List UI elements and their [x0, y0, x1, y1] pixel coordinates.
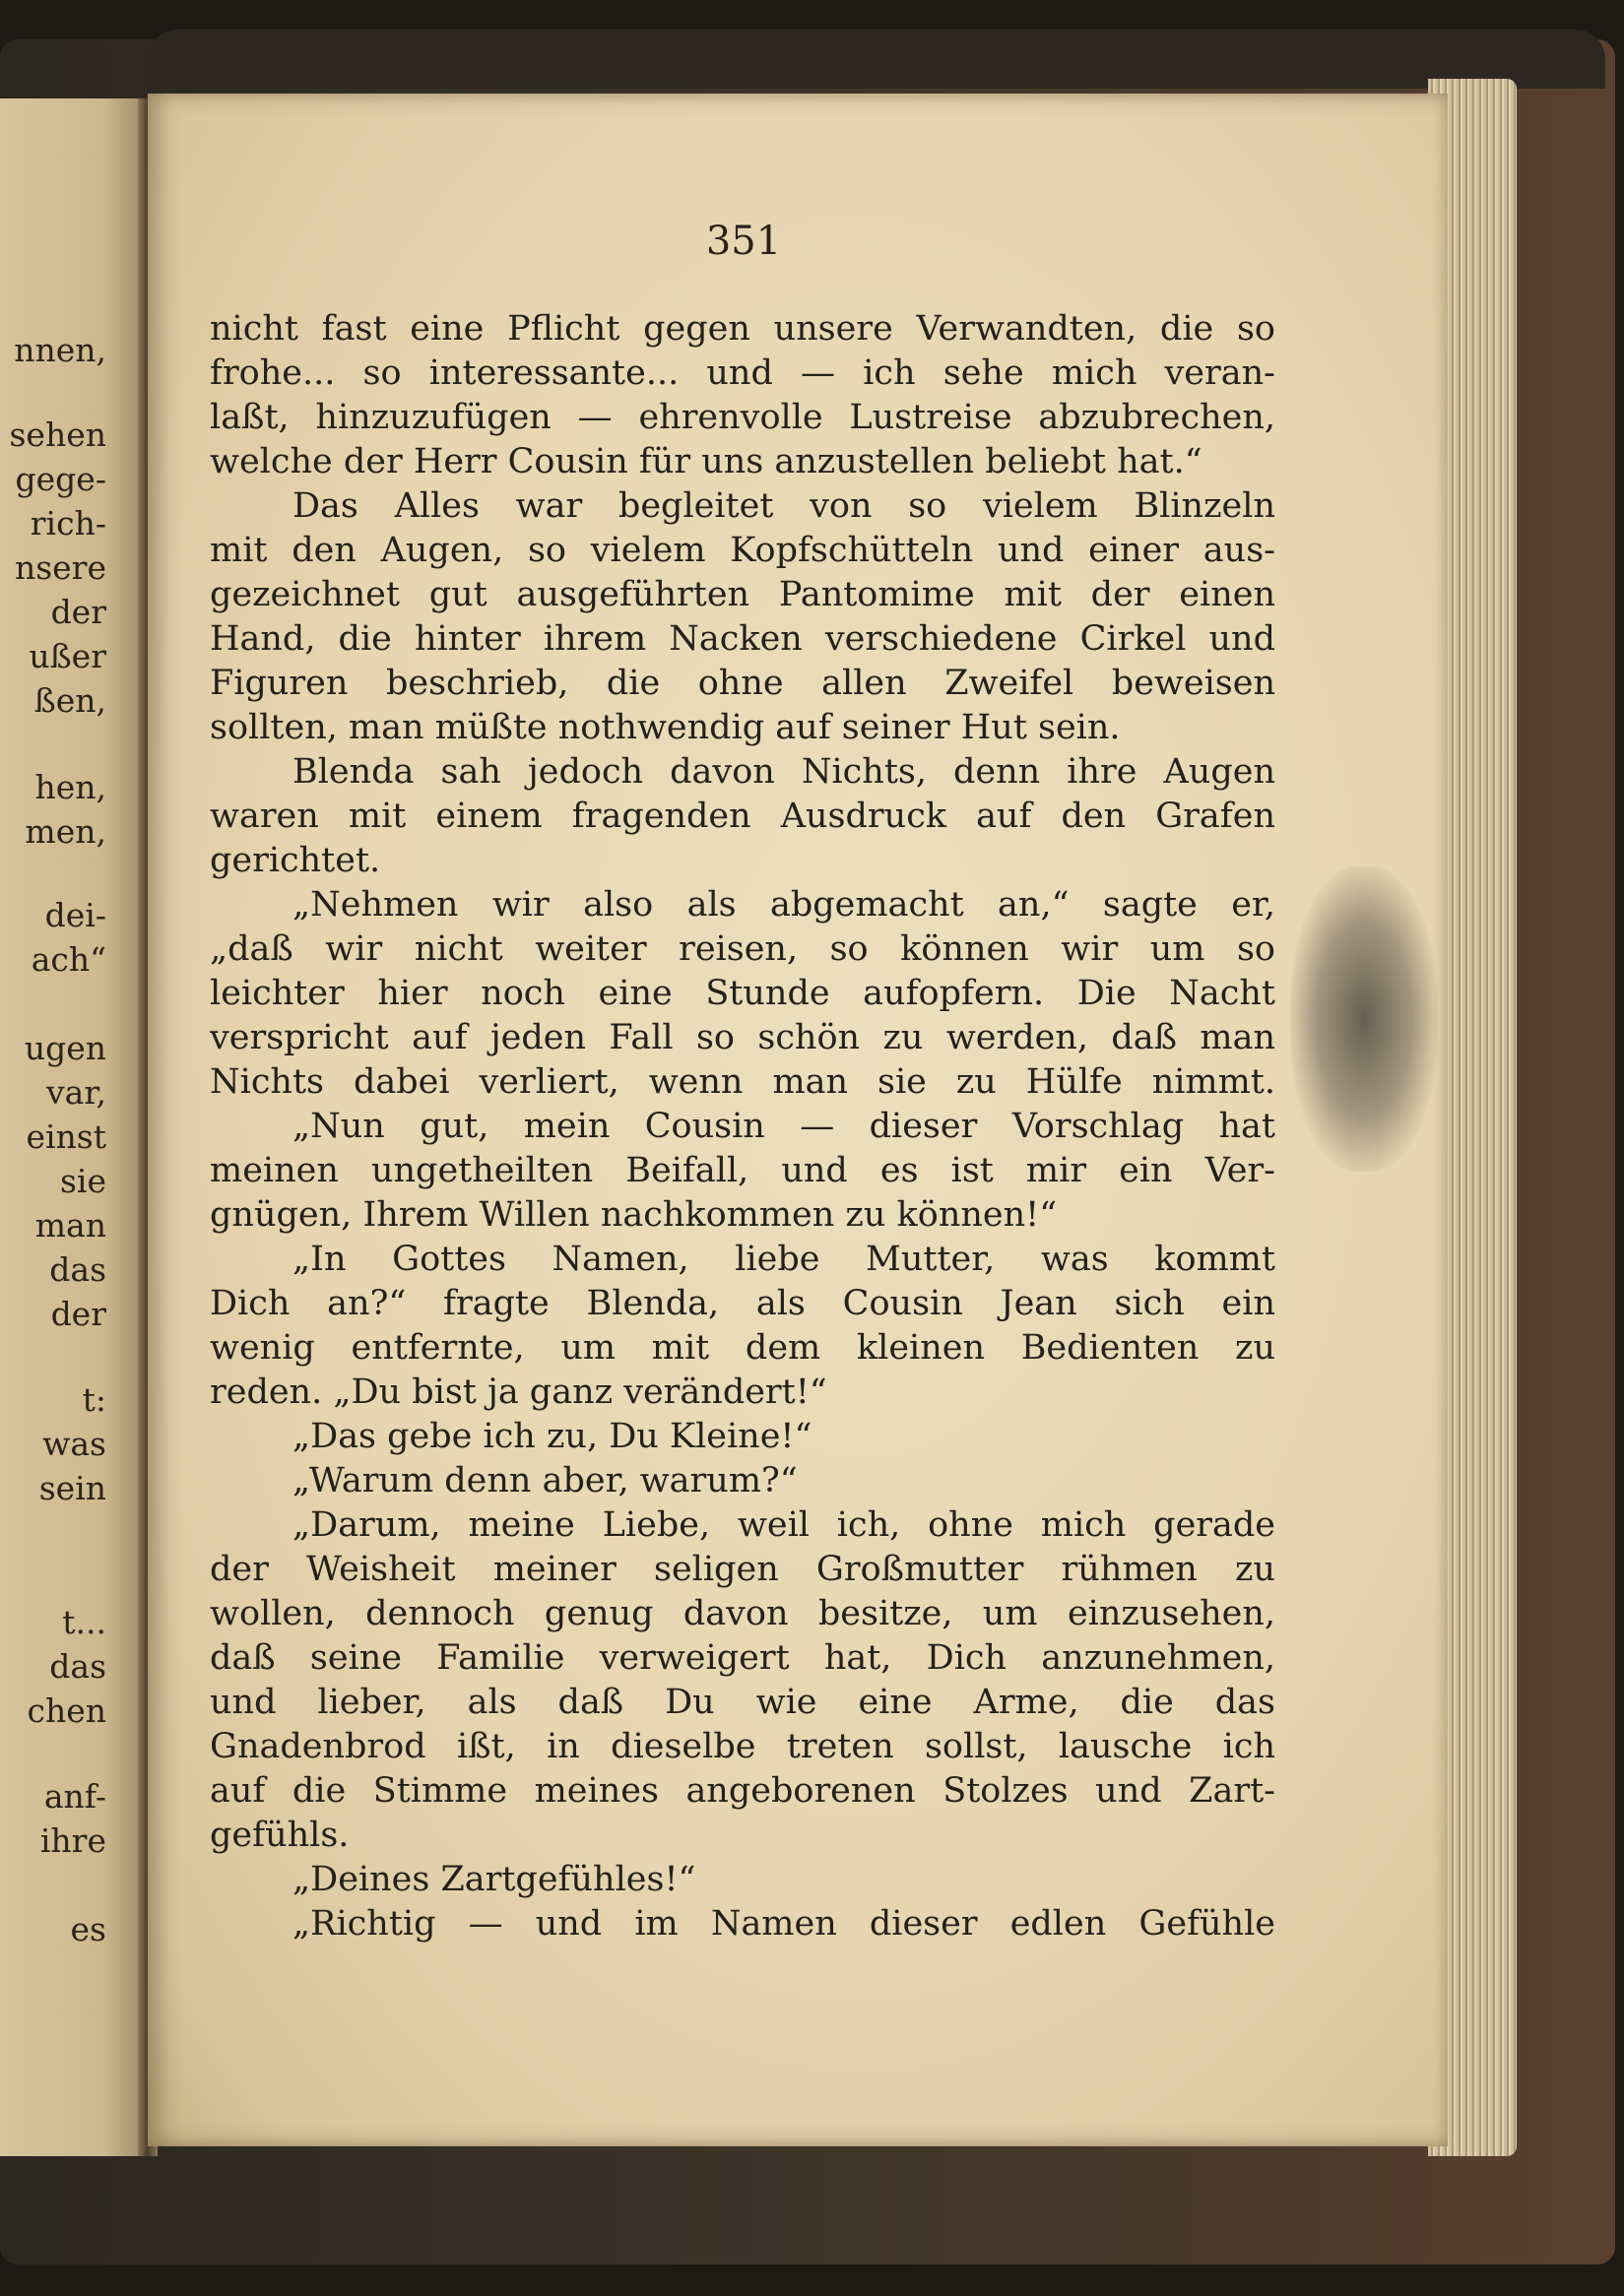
text-line: welche der Herr Cousin für uns anzustellen beliebt hat.“	[210, 442, 1202, 481]
left-fragment: der	[50, 1295, 106, 1333]
left-fragment: rich-	[30, 504, 106, 542]
ink-stain	[1290, 866, 1438, 1172]
text-line: wenig entfernte, um mit dem kleinen Bedienten zu	[210, 1328, 1275, 1368]
text-line: nicht fast eine Pflicht gegen unsere Verwandten, die so	[210, 309, 1275, 349]
left-fragment: dei-	[44, 896, 106, 934]
book-cover-top	[148, 30, 1605, 89]
text-line: wollen, dennoch genug davon besitze, um einzusehen,	[210, 1594, 1275, 1633]
left-fragment: hen,	[34, 768, 106, 806]
text-line: „Nun gut, mein Cousin — dieser Vorschlag hat	[292, 1107, 1275, 1146]
left-fragment: gege-	[15, 460, 106, 498]
left-fragment: einst	[26, 1117, 106, 1156]
left-fragment: der	[50, 593, 106, 631]
left-fragment: sie	[59, 1162, 106, 1200]
text-line: laßt, hinzuzufügen — ehrenvolle Lustreise abzubrechen,	[210, 398, 1275, 437]
text-line: mit den Augen, so vielem Kopfschütteln und einer aus-	[210, 531, 1275, 570]
left-page	[0, 98, 148, 2156]
text-line: Das Alles war begleitet von so vielem Blinzeln	[292, 486, 1275, 526]
left-fragment: ußer	[29, 637, 106, 675]
text-line: waren mit einem fragenden Ausdruck auf den Grafen	[210, 797, 1275, 836]
text-line: auf die Stimme meines angeborenen Stolzes und Zart-	[210, 1771, 1275, 1811]
text-line: „Das gebe ich zu, Du Kleine!“	[292, 1417, 812, 1456]
left-fragment: ugen	[24, 1029, 106, 1067]
text-line: und lieber, als daß Du wie eine Arme, die das	[210, 1683, 1275, 1722]
left-fragment: sehen	[9, 415, 106, 454]
left-fragment: das	[49, 1647, 106, 1686]
left-fragment: man	[34, 1206, 106, 1244]
left-fragment: anf-	[43, 1777, 106, 1816]
text-line: „daß wir nicht weiter reisen, so können wir um so	[210, 929, 1275, 969]
text-line: „Darum, meine Liebe, weil ich, ohne mich gerade	[292, 1505, 1275, 1545]
text-line: Nichts dabei verliert, wenn man sie zu Hülfe nimmt.	[210, 1062, 1275, 1102]
text-line: daß seine Familie verweigert hat, Dich anzunehmen,	[210, 1638, 1275, 1678]
left-fragment: nsere	[14, 548, 106, 587]
text-line: leichter hier noch eine Stunde aufopfern. Die Nacht	[210, 974, 1275, 1013]
left-fragment: t:	[82, 1380, 106, 1419]
left-fragment: chen	[27, 1691, 106, 1730]
text-line: Gnadenbrod ißt, in dieselbe treten sollst, lausche ich	[210, 1727, 1275, 1766]
left-fragment: es	[70, 1910, 106, 1948]
text-line: „In Gottes Namen, liebe Mutter, was kommt	[292, 1240, 1275, 1279]
text-line: verspricht auf jeden Fall so schön zu werden, daß man	[210, 1018, 1275, 1057]
text-line: Figuren beschrieb, die ohne allen Zweifel beweisen	[210, 664, 1275, 703]
text-line: gefühls.	[210, 1816, 350, 1855]
text-line: „Richtig — und im Namen dieser edlen Gefühle	[292, 1904, 1275, 1944]
text-line: frohe... so interessante... und — ich sehe mich veran-	[210, 353, 1275, 393]
left-fragment: ach“	[31, 940, 106, 979]
text-line: meinen ungetheilten Beifall, und es ist mir ein Ver-	[210, 1151, 1275, 1190]
body-text	[210, 307, 1275, 1946]
text-line: reden. „Du bist ja ganz verändert!“	[210, 1372, 827, 1412]
left-fragment: sein	[38, 1469, 106, 1507]
left-fragment: men,	[25, 812, 106, 851]
left-fragment: ßen,	[33, 681, 106, 720]
text-line: sollten, man müßte nothwendig auf seiner Hut sein.	[210, 708, 1121, 747]
left-fragment: das	[49, 1250, 106, 1289]
text-line: Hand, die hinter ihrem Nacken verschiedene Cirkel und	[210, 619, 1275, 659]
left-fragment: ihre	[39, 1821, 106, 1860]
text-line: gerichtet.	[210, 841, 381, 880]
text-line: Blenda sah jedoch davon Nichts, denn ihre Augen	[292, 752, 1275, 792]
text-line: „Deines Zartgefühles!“	[292, 1860, 696, 1899]
text-line: der Weisheit meiner seligen Großmutter rühmen zu	[210, 1550, 1275, 1589]
text-line: „Warum denn aber, warum?“	[292, 1461, 798, 1500]
text-line: Dich an?“ fragte Blenda, als Cousin Jean sich ein	[210, 1284, 1275, 1323]
left-fragment: was	[42, 1425, 106, 1463]
text-line: gnügen, Ihrem Willen nachkommen zu können!“	[210, 1195, 1058, 1235]
left-fragment: nnen,	[14, 331, 106, 369]
text-line: gezeichnet gut ausgeführten Pantomime mit der einen	[210, 575, 1275, 614]
text-line: „Nehmen wir also als abgemacht an,“ sagte er,	[292, 885, 1275, 925]
left-fragment: t...	[62, 1603, 106, 1641]
left-fragment: var,	[46, 1073, 106, 1112]
page-number: 351	[705, 219, 782, 264]
